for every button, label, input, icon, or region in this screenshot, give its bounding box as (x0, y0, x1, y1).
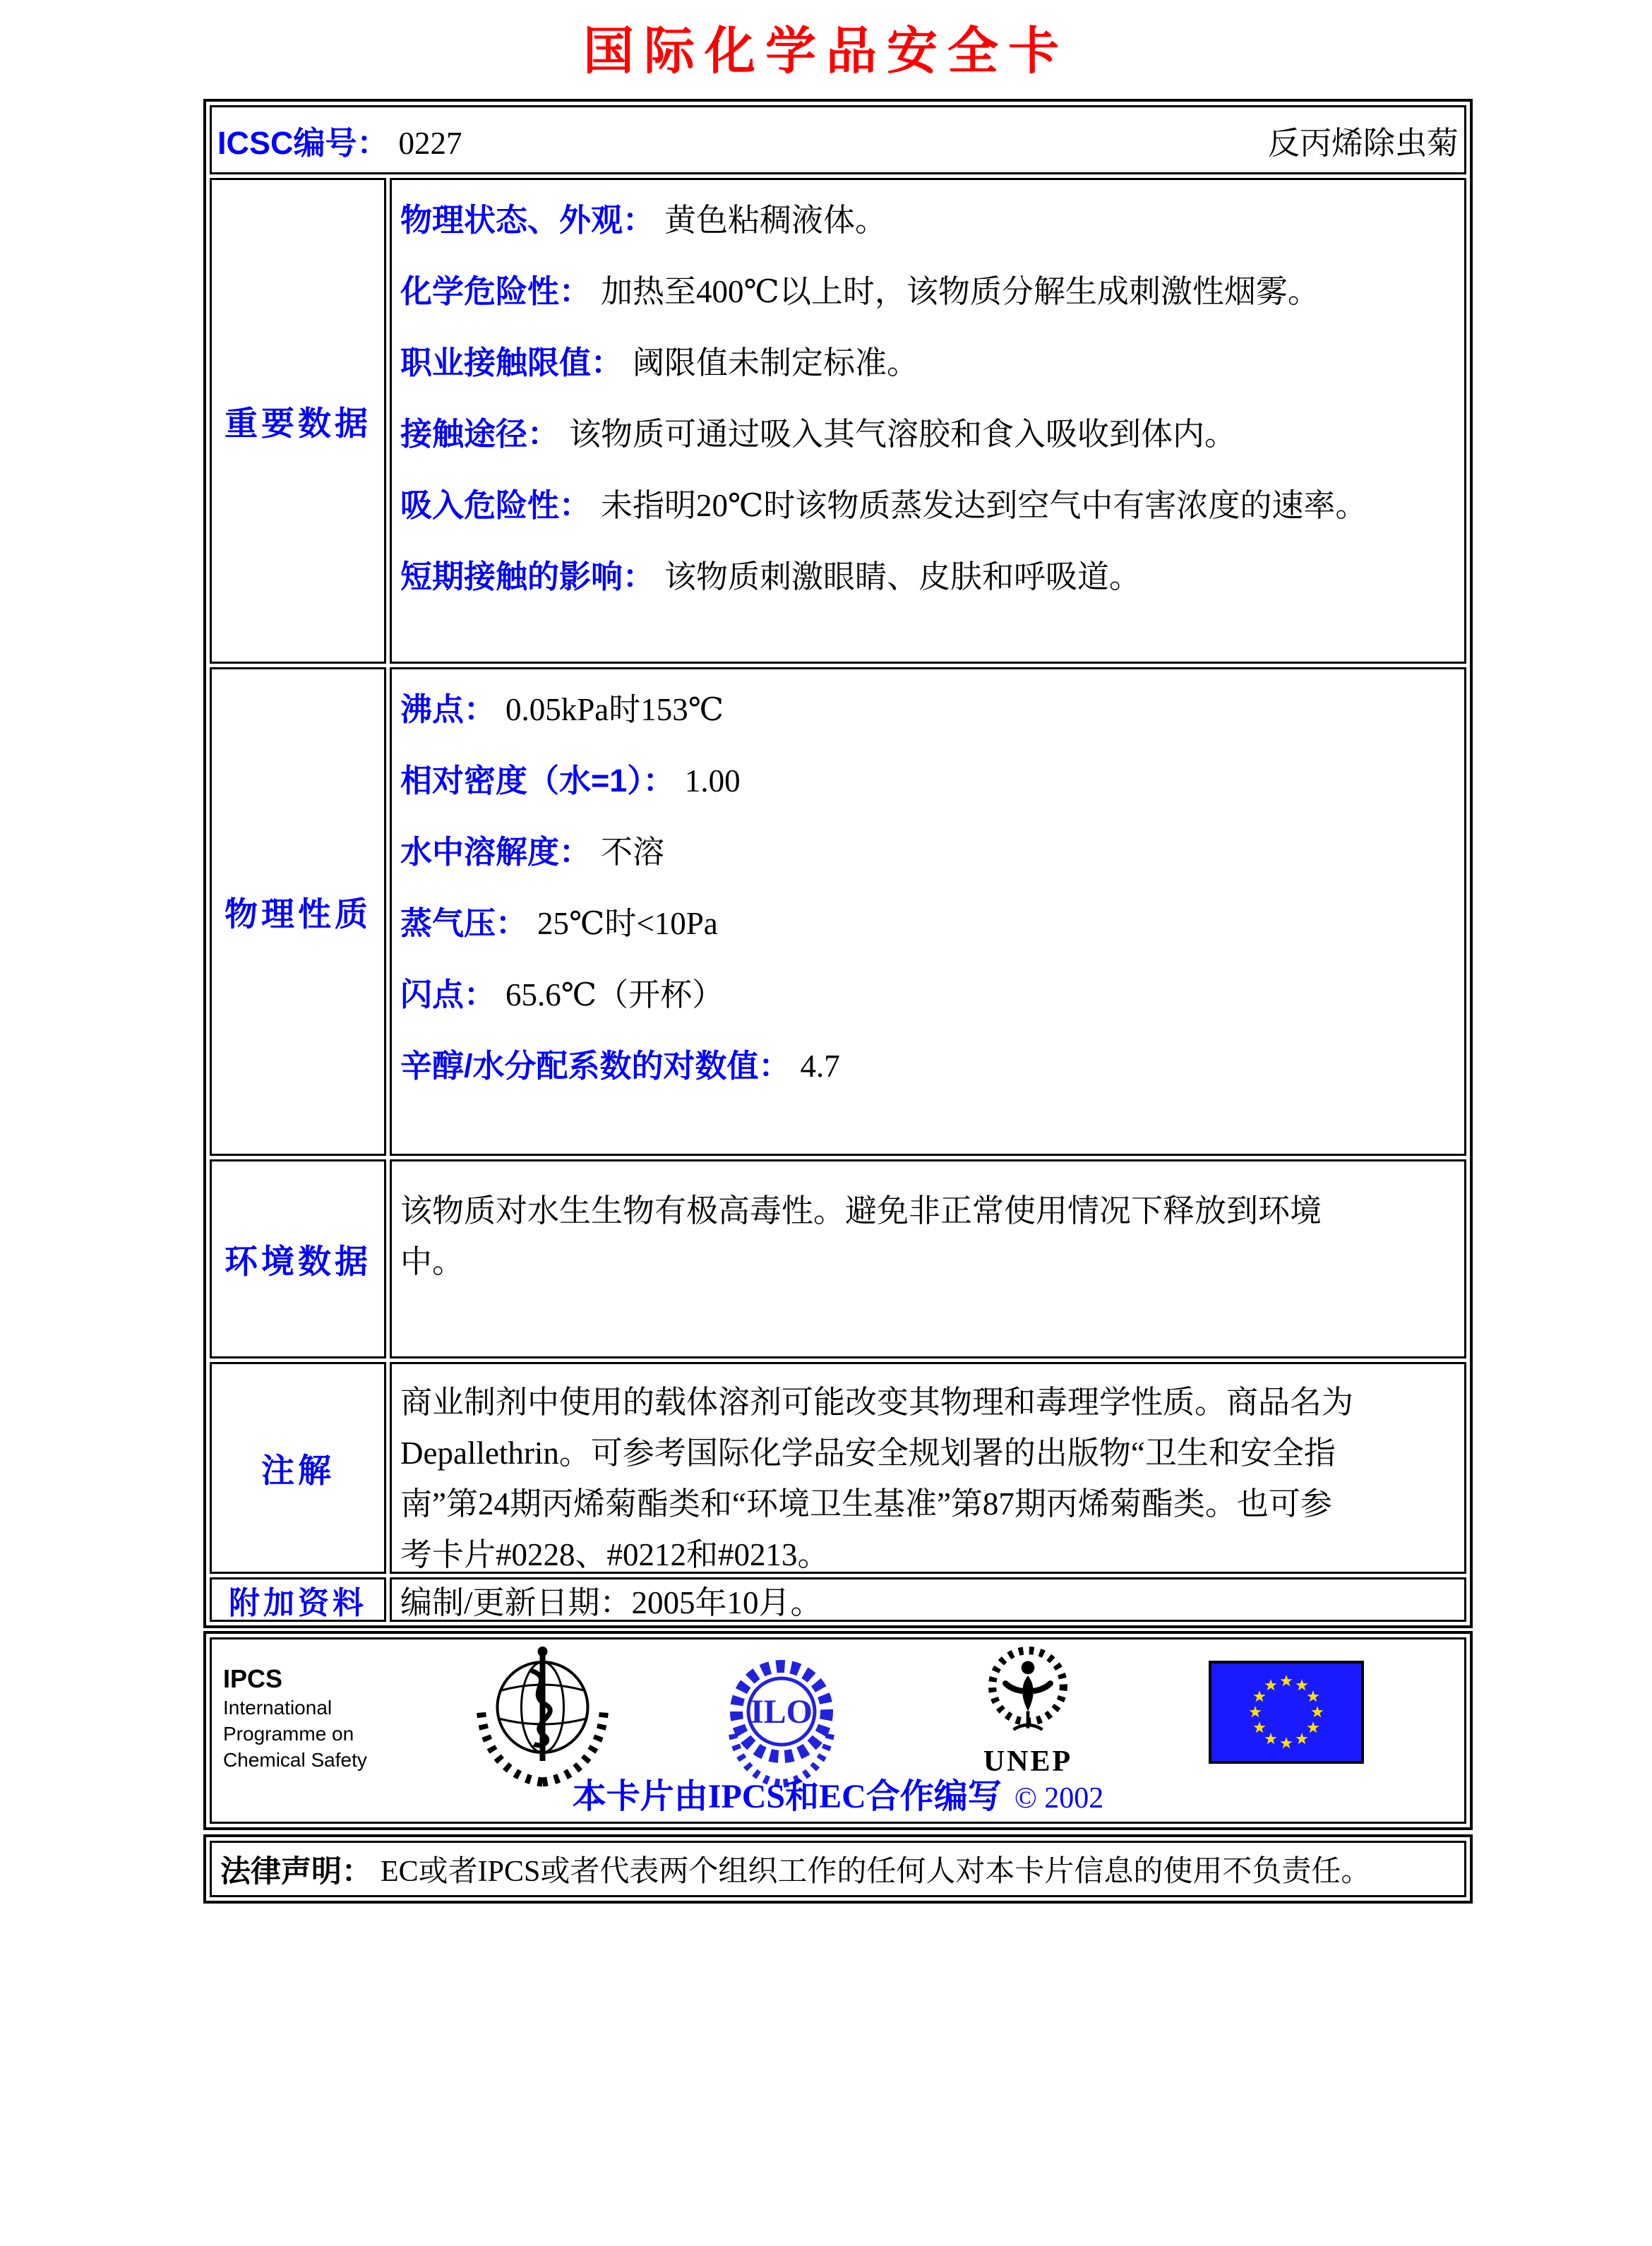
eu-flag-icon (1209, 1661, 1364, 1767)
section-label-text: 重要数据 (225, 404, 371, 442)
legal-label: 法律声明： (220, 1854, 372, 1889)
legal-box-inner (210, 1841, 1466, 1897)
field-label: 水中溶解度： (400, 834, 592, 870)
section-label-physical-properties (210, 667, 386, 1156)
table-row-header (210, 105, 1466, 174)
section-label-environmental-data (210, 1159, 386, 1358)
text-line: Depallethrin。可参考国际化学品安全规划署的出版物“卫生和安全指 (400, 1435, 1336, 1471)
field-label: 接触途径： (400, 416, 560, 452)
field-value: 未指明20℃时该物质蒸发达到空气中有害浓度的速率。 (601, 488, 1367, 523)
ipcs-subtitle-line: Chemical Safety (223, 1749, 367, 1771)
data-item (400, 972, 1454, 1026)
data-item (400, 829, 1454, 883)
ipcs-title: IPCS (223, 1664, 283, 1693)
ipcs-text-block (223, 1663, 367, 1773)
section-label-notes (210, 1362, 386, 1574)
text-line: 商业制剂中使用的载体溶剂可能改变其物理和毒理学性质。商品名为 (400, 1385, 1354, 1420)
field-value: 不溶 (601, 835, 665, 870)
field-value: 该物质可通过吸入其气溶胶和食入吸收到体内。 (569, 417, 1237, 452)
field-label: 沸点： (400, 691, 496, 727)
field-label: 蒸气压： (400, 905, 528, 941)
section-content-notes (390, 1362, 1466, 1574)
data-item (400, 1043, 1454, 1097)
data-item (400, 758, 1454, 812)
field-value: 黄色粘稠液体。 (664, 203, 887, 238)
section-label-text: 附加资料 (229, 1585, 367, 1620)
credit-line (212, 1769, 1464, 1817)
main-table (203, 99, 1473, 1628)
field-value: 1.00 (684, 763, 741, 799)
data-item (400, 411, 1454, 465)
section-label-important-data (210, 178, 386, 664)
icsc-number-label: ICSC编号： (217, 124, 389, 161)
table-row-physical-properties (210, 667, 1466, 1156)
field-value: 加热至400℃以上时，该物质分解生成刺激性烟雾。 (601, 274, 1319, 309)
section-content-environmental-data (390, 1159, 1466, 1358)
field-label: 化学危险性： (400, 273, 592, 309)
section-label-text: 环境数据 (225, 1242, 371, 1280)
field-value: 该物质刺激眼睛、皮肤和呼吸道。 (664, 559, 1142, 595)
field-value: 65.6℃（开杯） (505, 977, 724, 1013)
logos-box-inner (210, 1637, 1466, 1824)
unep-label: UNEP (983, 1745, 1073, 1778)
field-label: 物理状态、外观： (400, 202, 655, 238)
text-line: 该物质对水生生物有极高毒性。避免非正常使用情况下释放到环境 (400, 1193, 1322, 1229)
section-content-important-data (390, 178, 1466, 664)
data-item (400, 554, 1454, 608)
credit-text: 本卡片由IPCS和EC合作编写 (572, 1778, 1002, 1815)
header-cell (210, 105, 1466, 174)
field-label: 吸入危险性： (400, 487, 592, 523)
data-item (400, 268, 1454, 323)
field-value: 0.05kPa时153℃ (505, 692, 724, 727)
data-item (400, 686, 1454, 741)
credit-year: © 2002 (1014, 1782, 1104, 1815)
page-title: 国际化学品安全卡 (582, 23, 1069, 80)
field-label: 相对密度（水=1）： (400, 763, 675, 799)
icsc-number-group (217, 117, 462, 163)
ipcs-subtitle-line: Programme on (223, 1723, 354, 1745)
field-value: 4.7 (800, 1049, 840, 1084)
field-label: 职业接触限值： (400, 345, 623, 381)
table-row-notes (210, 1362, 1466, 1574)
field-label: 辛醇/水分配系数的对数值： (400, 1048, 791, 1084)
text-line: 考卡片#0228、#0212和#0213。 (400, 1537, 830, 1572)
data-item (400, 482, 1454, 537)
ipcs-subtitle-line: International (223, 1697, 333, 1719)
field-label: 闪点： (400, 976, 496, 1013)
text-line: 南”第24期丙烯菊酯类和“环境卫生基准”第87期丙烯菊酯类。也可参 (400, 1486, 1332, 1522)
table-row-environmental-data (210, 1159, 1466, 1358)
text-line: 中。 (400, 1244, 465, 1279)
section-content-physical-properties (390, 667, 1466, 1156)
unep-icon (971, 1647, 1084, 1779)
data-item (400, 197, 1454, 251)
logos-box (203, 1631, 1473, 1830)
legal-text: EC或者IPCS或者代表两个组织工作的任何人对本卡片信息的使用不负责任。 (381, 1856, 1371, 1888)
section-label-additional-info (210, 1577, 386, 1622)
field-value: 阈限值未制定标准。 (633, 345, 919, 381)
section-label-text: 物理性质 (225, 895, 371, 933)
table-row-important-data (210, 178, 1466, 664)
chemical-name: 反丙烯除虫菊 (1267, 125, 1459, 161)
data-item (400, 340, 1454, 394)
legal-box (203, 1834, 1473, 1904)
ilo-letters: ILO (750, 1693, 813, 1731)
update-date-text: 编制/更新日期：2005年10月。 (400, 1585, 822, 1620)
field-label: 短期接触的影响： (400, 558, 655, 595)
data-item (400, 900, 1454, 955)
table-row-additional-info (210, 1577, 1466, 1622)
section-content-additional-info (390, 1577, 1466, 1622)
field-value: 25℃时<10Pa (537, 906, 718, 941)
section-label-text: 注解 (261, 1451, 335, 1489)
icsc-number-value: 0227 (398, 125, 462, 161)
